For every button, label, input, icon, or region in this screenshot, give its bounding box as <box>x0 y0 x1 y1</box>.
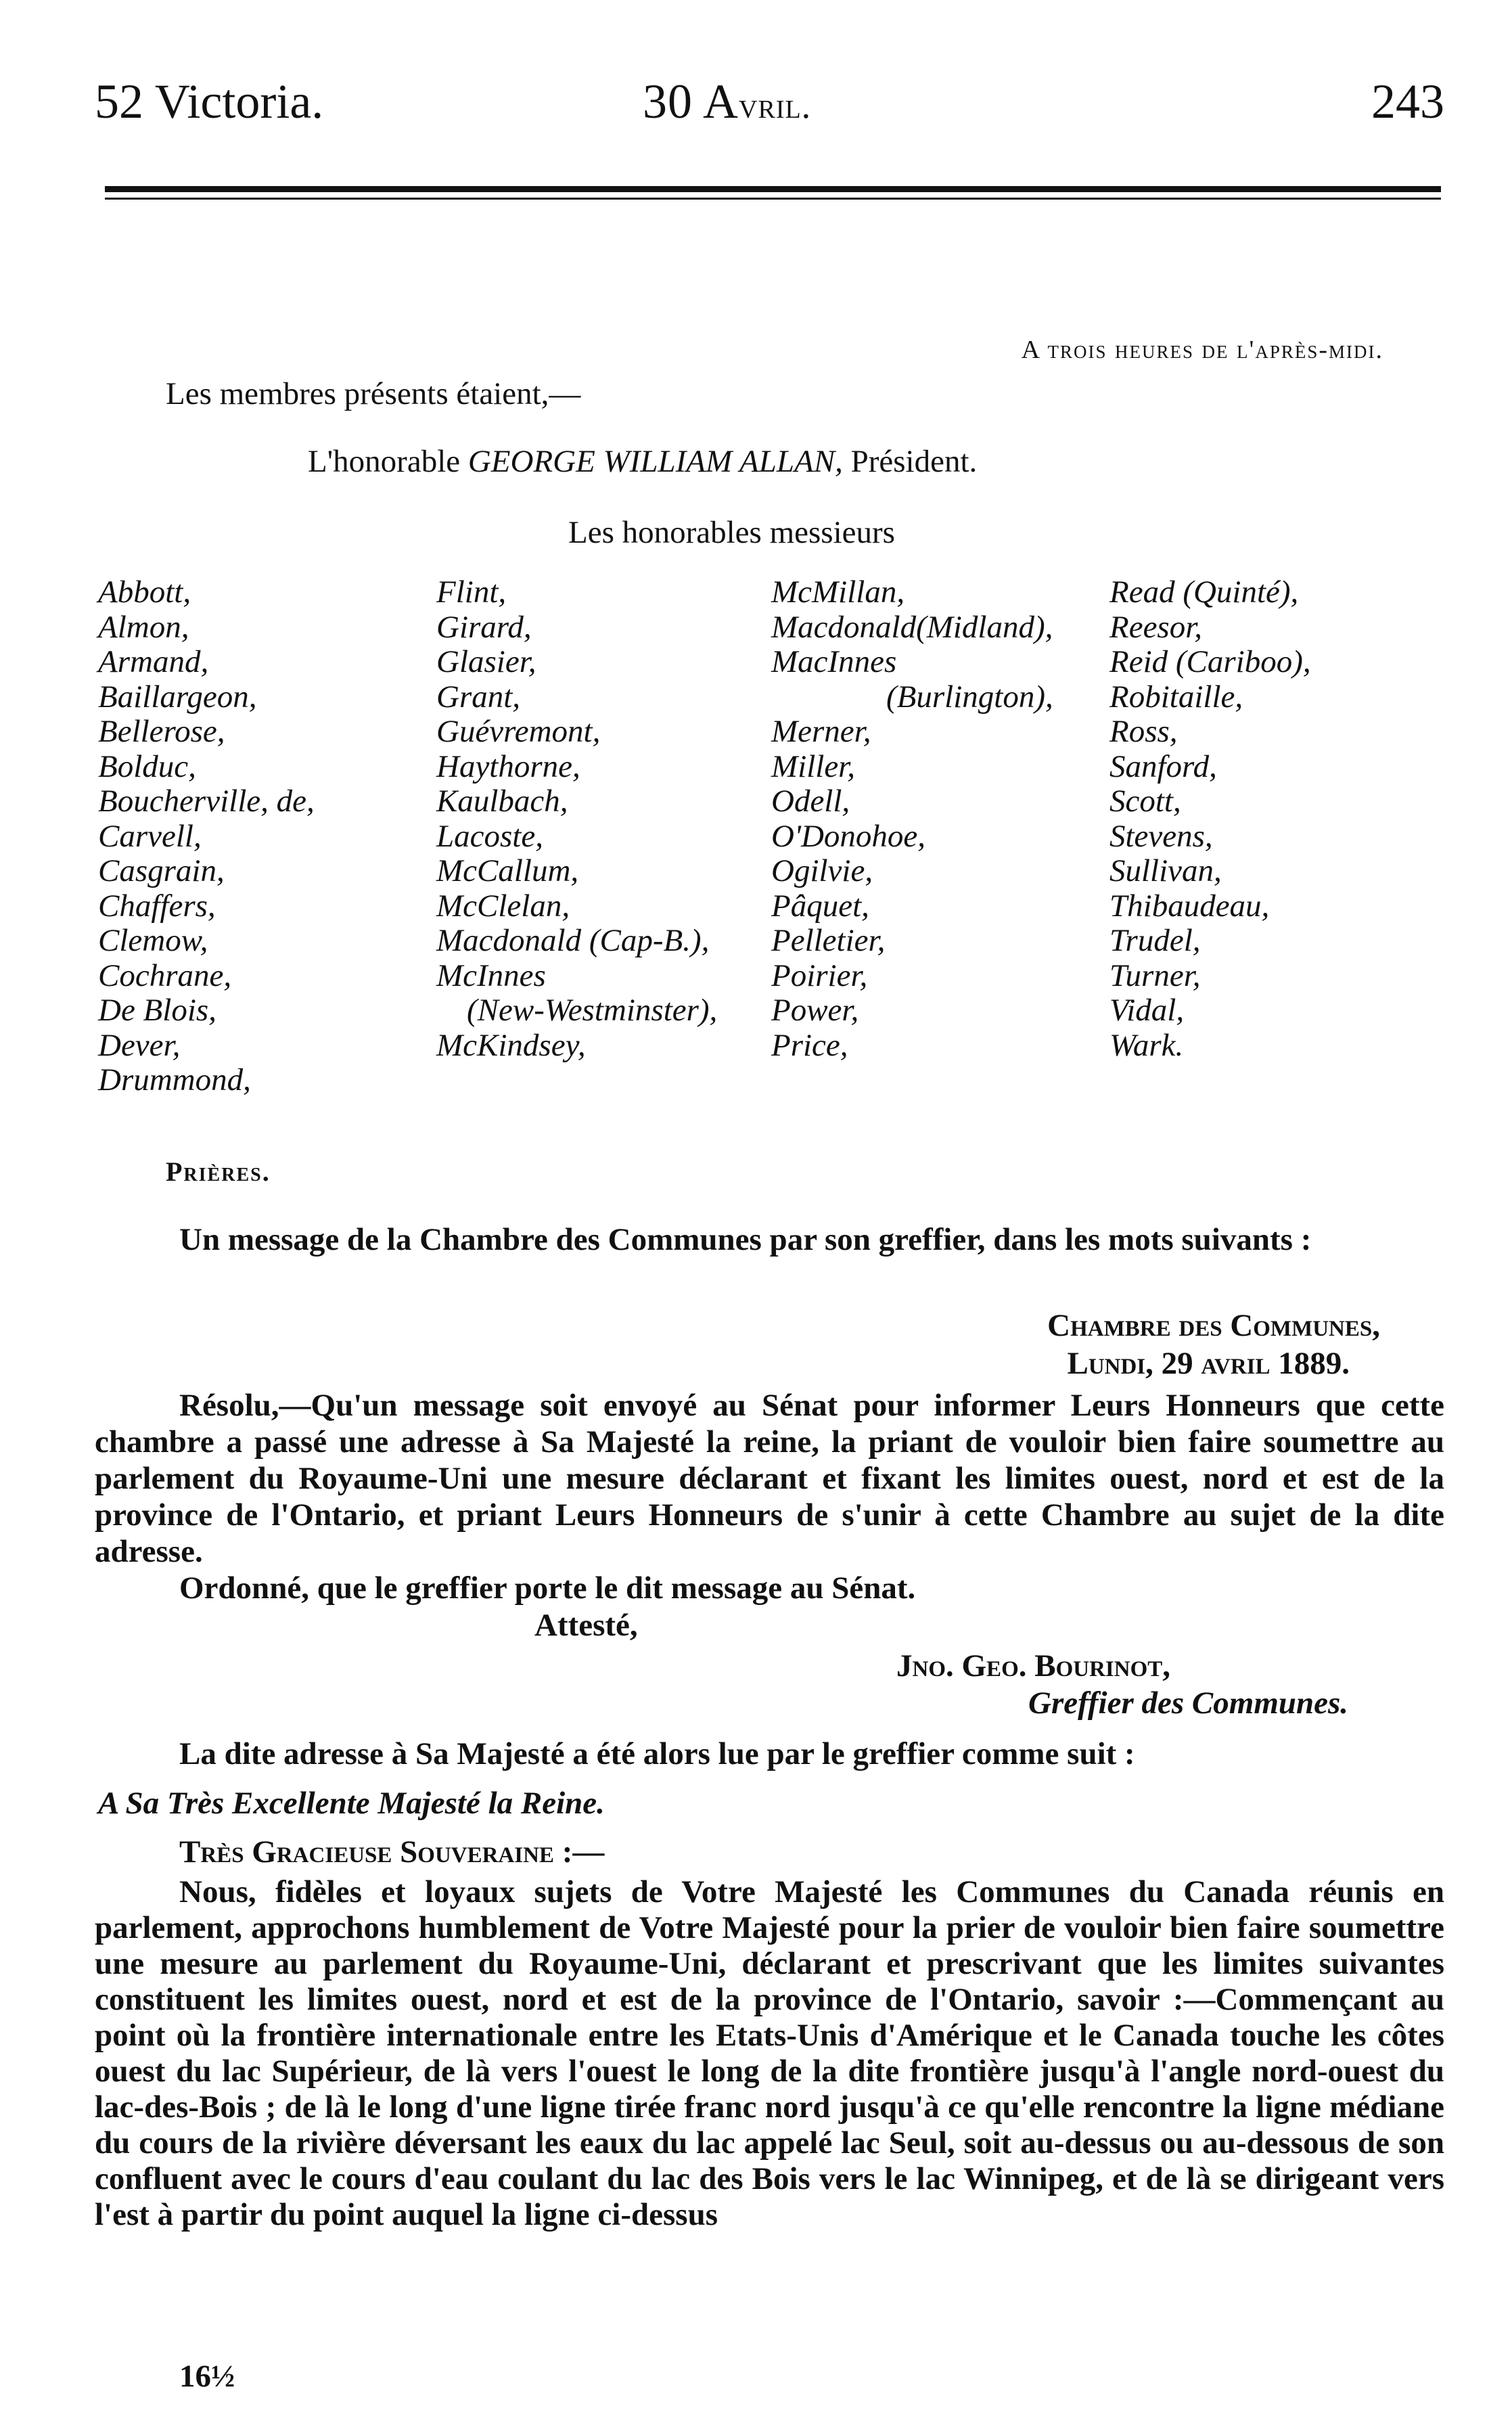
president-name: GEORGE WILLIAM ALLAN, <box>467 444 843 479</box>
member-name: (Burlington), <box>886 679 1053 715</box>
member-name: MacInnes <box>771 644 897 679</box>
member-name: McCallum, <box>436 853 579 888</box>
message-origin: Chambre des Communes, <box>1047 1308 1380 1343</box>
session-time: A trois heures de l'après-midi. <box>1021 336 1383 364</box>
message-date: Lundi, 29 avril 1889. <box>1067 1346 1350 1381</box>
member-name: Stevens, <box>1109 818 1213 854</box>
member-name: Thibaudeau, <box>1109 888 1270 924</box>
running-header <box>95 71 1444 145</box>
member-name: Boucherville, de, <box>98 784 315 819</box>
member-name: Haythorne, <box>436 748 580 784</box>
honorables-heading: Les honorables messieurs <box>568 515 895 550</box>
member-name: Turner, <box>1109 957 1201 993</box>
member-name: Macdonald(Midland), <box>771 609 1053 645</box>
member-name: Grant, <box>436 679 521 715</box>
member-name: Macdonald (Cap-B.), <box>436 923 710 958</box>
header-month-initial: A <box>703 74 739 129</box>
members-column-3 <box>771 575 1053 1063</box>
member-name: Drummond, <box>98 1062 251 1098</box>
signer-title: Greffier des Communes. <box>1028 1686 1349 1721</box>
member-name: Reesor, <box>1109 609 1203 645</box>
order-line: Ordonné, que le greffier porte le dit message au Sénat. <box>179 1570 916 1606</box>
member-name: Price, <box>771 1027 848 1063</box>
address-body-text: Nous, fidèles et loyaux sujets de Votre Majesté les Communes du Canada réunis en parlement, approchons humblement de Votre Majesté pour la prier de vouloir bien faire soumettre une mesure au parlement du Royaume-Uni, déclarant et prescrivant que les limites suivantes constituent les limites ouest, nord et est de la province de l'Ontario, savoir :—Commençant au point où la frontière internationale entre les Etats-Unis d'Amérique et le Canada touche les côtes ouest du lac Supérieur, de là vers l'ouest le long de la dite frontière jusqu'à l'angle nord-ouest du lac-des-Bois ; de là le long d'une ligne tirée franc nord jusqu'à ce qu'elle rencontre la ligne médiane du cours de la rivière déversant les eaux du lac appelé lac Seul, soit au-dessus ou au-dessous de son confluent avec le cours d'eau coulant du lac des Bois vers le lac Winnipeg, et de là se dirigeant vers l'est à partir du point auquel la ligne ci-dessus <box>95 1874 1444 2232</box>
member-name: Pâquet, <box>771 888 869 924</box>
member-name: Robitaille, <box>1109 679 1243 715</box>
member-name: Chaffers, <box>98 888 216 924</box>
member-name: Cochrane, <box>98 957 232 993</box>
member-name: (New-Westminster), <box>467 993 718 1028</box>
resolution-paragraph <box>95 1387 1444 1570</box>
member-name: Lacoste, <box>436 818 543 854</box>
member-name: Trudel, <box>1109 923 1201 958</box>
member-name: Poirier, <box>771 957 868 993</box>
member-name: Ross, <box>1109 714 1178 749</box>
member-name: Bolduc, <box>98 748 196 784</box>
president-line <box>308 443 977 480</box>
member-name: Armand, <box>98 644 209 679</box>
member-name: Reid (Cariboo), <box>1109 644 1311 679</box>
member-name: Sullivan, <box>1109 853 1222 888</box>
member-name: O'Donohoe, <box>771 818 926 854</box>
member-name: Read (Quinté), <box>1109 574 1299 610</box>
attested-line: Attesté, <box>534 1608 638 1643</box>
member-name: Flint, <box>436 574 507 610</box>
member-name: McInnes <box>436 957 546 993</box>
president-prefix: L'honorable <box>308 444 461 479</box>
member-name: Ogilvie, <box>771 853 873 888</box>
page-number: 243 <box>1371 74 1444 129</box>
member-name: McMillan, <box>771 574 905 610</box>
member-name: Casgrain, <box>98 853 225 888</box>
member-name: Bellerose, <box>98 714 225 749</box>
members-column-4 <box>1109 575 1311 1063</box>
member-name: Merner, <box>771 714 871 749</box>
members-column-1 <box>98 575 315 1098</box>
header-date-number: 30 <box>643 74 693 129</box>
member-name: De Blois, <box>98 993 216 1028</box>
message-intro-text: Un message de la Chambre des Communes par son greffier, dans les mots suivants : <box>179 1222 1312 1257</box>
member-name: Baillargeon, <box>98 679 257 715</box>
signer-name: Jno. Geo. Bourinot, <box>896 1648 1171 1683</box>
member-name: Sanford, <box>1109 748 1217 784</box>
header-rule-thin <box>105 198 1441 200</box>
member-name: Miller, <box>771 748 856 784</box>
member-name: Carvell, <box>98 818 202 854</box>
member-name: Pelletier, <box>771 923 886 958</box>
address-read-line: La dite adresse à Sa Majesté a été alors lue par le greffier comme suit : <box>179 1736 1135 1771</box>
address-body <box>95 1874 1444 2233</box>
member-name: Guévremont, <box>436 714 601 749</box>
member-name: Glasier, <box>436 644 536 679</box>
member-name: Abbott, <box>98 574 191 610</box>
members-column-2 <box>436 575 717 1063</box>
header-rule-thick <box>105 186 1441 192</box>
member-name: McClelan, <box>436 888 570 924</box>
header-date <box>643 71 811 136</box>
member-name: Scott, <box>1109 784 1181 819</box>
president-title: Président. <box>850 444 978 479</box>
header-month-rest: vril. <box>739 85 812 126</box>
member-name: Kaulbach, <box>436 784 568 819</box>
member-name: Clemow, <box>98 923 208 958</box>
address-recipient: A Sa Très Excellente Majesté la Reine. <box>98 1786 605 1821</box>
resolution-text: Résolu,—Qu'un message soit envoyé au Sénat pour informer Leurs Honneurs que cette chambre a passé une adresse à Sa Majesté la reine, la priant de vouloir bien faire soumettre au parlement du Royaume-Uni une mesure déclarant et fixant les limites ouest, nord et est de la province de l'Ontario, et priant Leurs Honneurs de s'unir à cette Chambre au sujet de la dite adresse. <box>95 1388 1444 1569</box>
member-name: Power, <box>771 993 859 1028</box>
member-name: Odell, <box>771 784 850 819</box>
address-salutation: Très Gracieuse Souveraine :— <box>179 1834 605 1870</box>
message-intro <box>95 1221 1444 1258</box>
member-name: Girard, <box>436 609 532 645</box>
member-name: Vidal, <box>1109 993 1185 1028</box>
members-intro: Les membres présents étaient,— <box>166 376 581 411</box>
member-name: Almon, <box>98 609 189 645</box>
folio-signature: 16½ <box>179 2359 235 2394</box>
regnal-year: 52 Victoria. <box>95 74 324 129</box>
member-name: Dever, <box>98 1027 181 1063</box>
member-name: McKindsey, <box>436 1027 586 1063</box>
member-name: Wark. <box>1109 1027 1184 1063</box>
prieres-heading: Prières. <box>166 1156 271 1187</box>
